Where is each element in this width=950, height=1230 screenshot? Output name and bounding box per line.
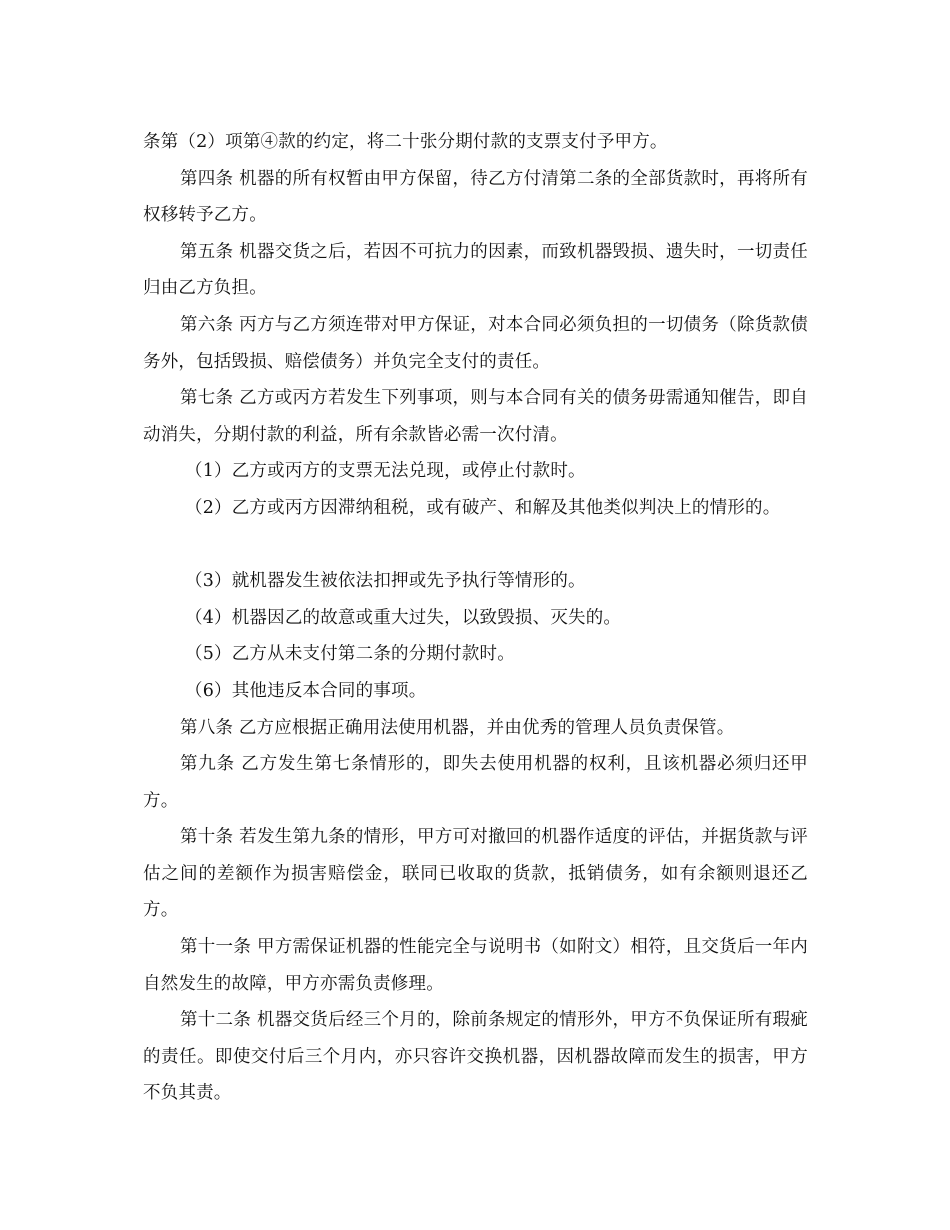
paragraph-article-9: 第九条 乙方发生第七条情形的，即失去使用机器的权利，且该机器必须归还甲方。 bbox=[143, 754, 808, 811]
contract-body bbox=[143, 124, 808, 1112]
paragraph-article-7: 第七条 乙方或丙方若发生下列事项，则与本合同有关的债务毋需通知催告，即自动消失，分期付款的利益，所有余款皆必需一次付清。 bbox=[143, 388, 808, 445]
article-7-item-5: （5）乙方从未支付第二条的分期付款时。 bbox=[185, 644, 515, 665]
paragraph-article-6: 第六条 丙方与乙方须连带对甲方保证，对本合同必须负担的一切债务（除货款债务外，包括毁损、赔偿债务）并负完全支付的责任。 bbox=[143, 314, 808, 372]
article-7-item-4: （4）机器因乙的故意或重大过失，以致毁损、灭失的。 bbox=[185, 607, 622, 628]
paragraph-article-8: 第八条 乙方应根据正确用法使用机器，并由优秀的管理人员负责保管。 bbox=[180, 717, 735, 738]
article-7-item-1: （1）乙方或丙方的支票无法兑现，或停止付款时。 bbox=[185, 461, 586, 482]
paragraph-article-12: 第十二条 机器交货后经三个月的，除前条规定的情形外，甲方不负保证所有瑕疵的责任。即使交付后三个月内，亦只容许交换机器，因机器故障而发生的损害，甲方不负其责。 bbox=[143, 1010, 808, 1104]
article-7-item-3: （3）就机器发生被依法扣押或先予执行等情形的。 bbox=[185, 571, 586, 592]
paragraph-article-10: 第十条 若发生第九条的情形，甲方可对撤回的机器作适度的评估，并据货款与评估之间的差额作为损害赔偿金，联同已收取的货款，抵销债务，如有余额则退还乙方。 bbox=[143, 827, 808, 921]
paragraph-article-5: 第五条 机器交货之后，若因不可抗力的因素，而致机器毁损、遗失时，一切责任归由乙方负担。 bbox=[143, 241, 808, 299]
paragraph-article-11: 第十一条 甲方需保证机器的性能完全与说明书（如附文）相符，且交货后一年内自然发生的故障，甲方亦需负责修理。 bbox=[143, 937, 808, 994]
paragraph-article-3-continuation: 条第（2）项第④款的约定，将二十张分期付款的支票支付予甲方。 bbox=[143, 132, 668, 152]
paragraph-article-4: 第四条 机器的所有权暂由甲方保留，待乙方付清第二条的全部货款时，再将所有权移转予乙方。 bbox=[143, 168, 808, 226]
article-7-item-6: （6）其他违反本合同的事项。 bbox=[185, 680, 427, 701]
article-7-item-2: （2）乙方或丙方因滞纳租税，或有破产、和解及其他类似判决上的情形的。 bbox=[185, 497, 781, 518]
